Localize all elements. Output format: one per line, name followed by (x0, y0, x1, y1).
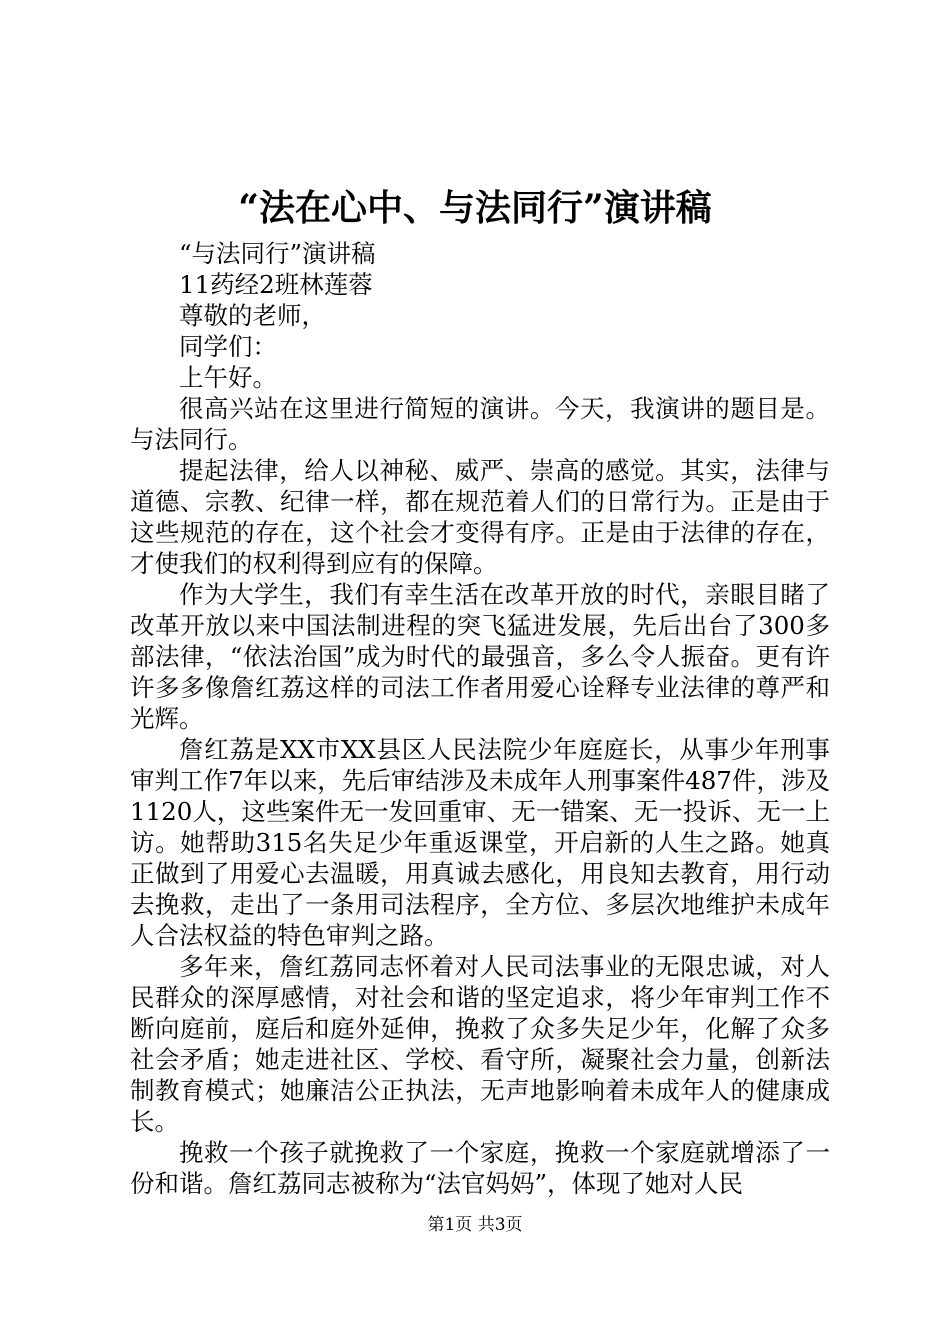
paragraph: 提起法律，给人以神秘、威严、崇高的感觉。其实，法律与道德、宗教、纪律一样，都在规范着人们的日常行为。正是由于这些规范的存在，这个社会才变得有序。正是由于法律的存在，才使我们的权利得到应有的保障。 (130, 456, 830, 578)
paragraph: 作为大学生，我们有幸生活在改革开放的时代，亲眼目睹了改革开放以来中国法制进程的突飞猛进发展，先后出台了300多部法律，“依法治国”成为时代的最强音，多么令人振奋。更有许许多多像詹红荔这样的司法工作者用爱心诠释专业法律的尊严和光辉。 (130, 580, 830, 733)
page-footer: 第1页 共3页 (427, 1215, 523, 1235)
paragraph-subtitle: “与法同行”演讲稿 (179, 239, 376, 268)
paragraph: 多年来，詹红荔同志怀着对人民司法事业的无限忠诚，对人民群众的深厚感情，对社会和谐的坚定追求，将少年审判工作不断向庭前，庭后和庭外延伸，挽救了众多失足少年，化解了众多社会矛盾；她走进社区、学校、看守所，凝聚社会力量，创新法制教育模式；她廉洁公正执法，无声地影响着未成年人的健康成长。 (130, 952, 830, 1136)
paragraph: 挽救一个孩子就挽救了一个家庭，挽救一个家庭就增添了一份和谐。詹红荔同志被称为“法官妈妈”，体现了她对人民 (130, 1138, 830, 1198)
paragraph-greeting: 上午好。 (179, 363, 277, 392)
paragraph: 很高兴站在这里进行简短的演讲。今天，我演讲的题目是。与法同行。 (130, 394, 830, 454)
document-title: “法在心中、与法同行”演讲稿 (238, 187, 712, 229)
document-body (130, 238, 830, 1199)
paragraph-salutation-students: 同学们： (179, 332, 277, 361)
paragraph: 詹红荔是XX市XX县区人民法院少年庭庭长，从事少年刑事审判工作7年以来，先后审结涉及未成年人刑事案件487件，涉及1120人，这些案件无一发回重审、无一错案、无一投诉、无一上访。她帮助315名失足少年重返课堂，开启新的人生之路。她真正做到了用爱心去温暖，用真诚去感化，用良知去教育，用行动去挽救，走出了一条用司法程序，全方位、多层次地维护未成年人合法权益的特色审判之路。 (130, 735, 830, 950)
paragraph-author: 11药经2班林莲蓉 (179, 270, 373, 299)
paragraph-salutation-teachers: 尊敬的老师， (179, 301, 326, 330)
